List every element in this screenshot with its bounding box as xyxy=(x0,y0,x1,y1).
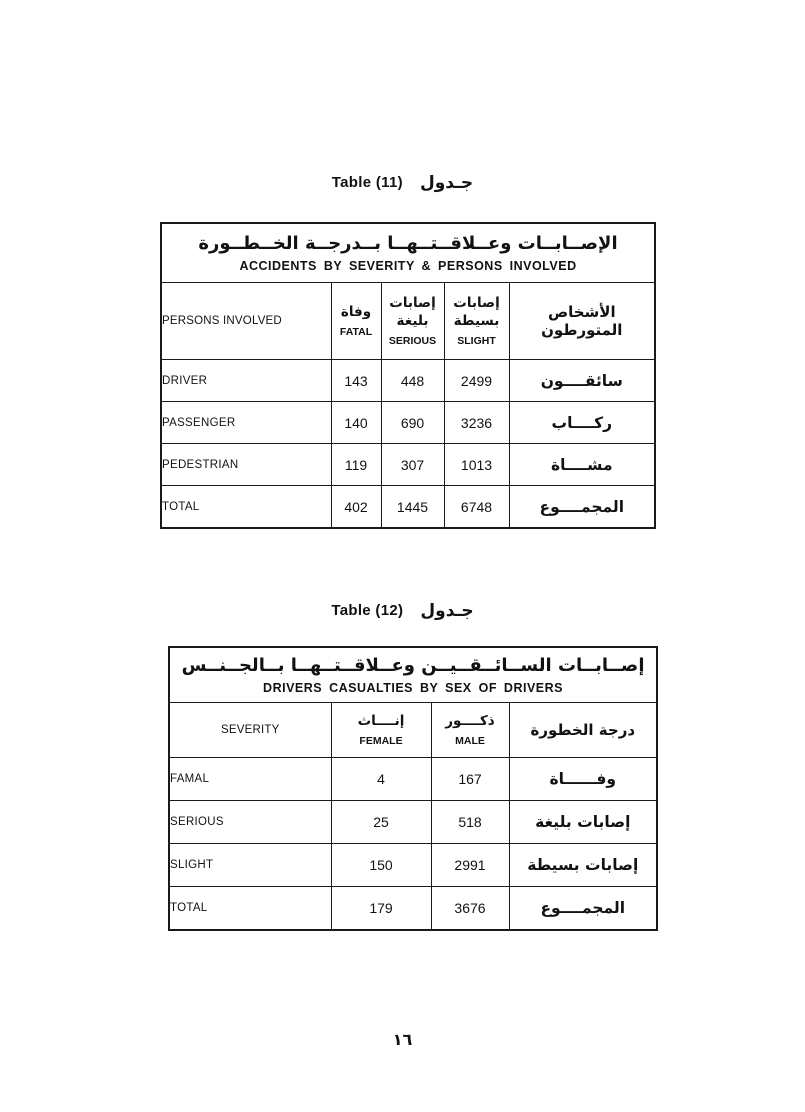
row-label-en: TOTAL xyxy=(169,887,331,931)
row-label-ar: مشــــاة xyxy=(509,444,655,486)
table-11-title-cell xyxy=(161,223,655,283)
serious-value: 1445 xyxy=(381,486,444,529)
table-12-header-male xyxy=(431,703,509,758)
table-12-caption-en: Table (12) xyxy=(331,602,404,619)
slight-value: 3236 xyxy=(444,402,509,444)
fatal-value: 143 xyxy=(331,360,381,402)
table-12-header-severity: SEVERITY xyxy=(169,703,331,758)
slight-value: 2499 xyxy=(444,360,509,402)
table-12-caption-ar: جـدول xyxy=(420,600,474,621)
row-label-en: FAMAL xyxy=(169,758,331,801)
table-11-caption-en: Table (11) xyxy=(331,174,403,191)
table-12-title-arabic: إصــابــات الســائــقــيــن وعــلاقــتــهــا بــالجــنــس xyxy=(181,655,645,676)
table-12 xyxy=(168,646,658,931)
female-value: 179 xyxy=(331,887,431,931)
table-11-header-slight xyxy=(444,283,509,360)
table-12-title-row xyxy=(169,647,657,703)
female-value: 25 xyxy=(331,801,431,844)
table-11-row-passenger xyxy=(161,402,655,444)
table-12-header-row xyxy=(169,703,657,758)
fatal-value: 119 xyxy=(331,444,381,486)
male-value: 2991 xyxy=(431,844,509,887)
row-label-ar: إصابات بسيطة xyxy=(509,844,657,887)
table-12-row-total xyxy=(169,887,657,931)
row-label-ar: ركــــاب xyxy=(509,402,655,444)
header-fatal-english: FATAL xyxy=(339,325,373,338)
table-12-header-severity-arabic: درجة الخطورة xyxy=(509,703,657,758)
female-value: 150 xyxy=(331,844,431,887)
female-value: 4 xyxy=(331,758,431,801)
male-value: 518 xyxy=(431,801,509,844)
table-11-row-total xyxy=(161,486,655,529)
table-11-header-persons-arabic: الأشخاص المتورطون xyxy=(509,283,655,360)
row-label-ar: إصابات بليغة xyxy=(509,801,657,844)
table-12-row-fatal xyxy=(169,758,657,801)
serious-value: 307 xyxy=(381,444,444,486)
table-12-caption xyxy=(0,600,805,621)
table-11-title-row xyxy=(161,223,655,283)
slight-value: 6748 xyxy=(444,486,509,529)
header-serious-arabic-line1: إصابات xyxy=(389,295,436,312)
row-label-en: PASSENGER xyxy=(161,402,331,444)
table-12-title-english: DRIVERS CASUALTIES BY SEX OF DRIVERS xyxy=(263,681,563,695)
row-label-ar: المجمــــوع xyxy=(509,486,655,529)
header-fatal-arabic: وفاة xyxy=(340,304,372,321)
header-male-arabic: ذكــــور xyxy=(445,713,495,730)
row-label-en: TOTAL xyxy=(161,486,331,529)
header-serious-arabic-line2: بليغة xyxy=(396,313,429,329)
header-slight-english: SLIGHT xyxy=(457,334,496,347)
slight-value: 1013 xyxy=(444,444,509,486)
header-male-english: MALE xyxy=(455,734,485,747)
fatal-value: 402 xyxy=(331,486,381,529)
row-label-en: SLIGHT xyxy=(169,844,331,887)
table-11-row-pedestrian xyxy=(161,444,655,486)
table-11 xyxy=(160,222,656,529)
row-label-ar: وفــــــاة xyxy=(509,758,657,801)
table-12-title-cell xyxy=(169,647,657,703)
row-label-en: DRIVER xyxy=(161,360,331,402)
fatal-value: 140 xyxy=(331,402,381,444)
header-female-english: FEMALE xyxy=(359,734,403,747)
header-slight-arabic-line1: إصابات xyxy=(453,295,500,312)
table-11-caption-ar: جـدول xyxy=(419,172,474,193)
header-serious-english: SERIOUS xyxy=(388,334,437,347)
row-label-ar: المجمــــوع xyxy=(509,887,657,931)
header-slight-arabic-line2: بسيطة xyxy=(453,313,500,329)
table-12-row-serious xyxy=(169,801,657,844)
table-11-header-serious xyxy=(381,283,444,360)
table-11-row-driver xyxy=(161,360,655,402)
table-12-header-female xyxy=(331,703,431,758)
table-11-title-arabic: الإصــابــات وعــلاقــتــهــا بــدرجــة الخــطــورة xyxy=(198,233,618,254)
row-label-ar: سائقــــون xyxy=(509,360,655,402)
table-11-title-english: ACCIDENTS BY SEVERITY & PERSONS INVOLVED xyxy=(239,259,577,273)
table-11-caption xyxy=(0,172,805,193)
header-female-arabic: إنــــاث xyxy=(357,713,405,730)
row-label-en: SERIOUS xyxy=(169,801,331,844)
table-11-header-row xyxy=(161,283,655,360)
page-number: ١٦ xyxy=(392,1030,413,1049)
serious-value: 448 xyxy=(381,360,444,402)
table-11-header-persons-involved: PERSONS INVOLVED xyxy=(161,283,331,360)
male-value: 3676 xyxy=(431,887,509,931)
table-11-header-fatal xyxy=(331,283,381,360)
male-value: 167 xyxy=(431,758,509,801)
row-label-en: PEDESTRIAN xyxy=(161,444,331,486)
serious-value: 690 xyxy=(381,402,444,444)
table-12-row-slight xyxy=(169,844,657,887)
